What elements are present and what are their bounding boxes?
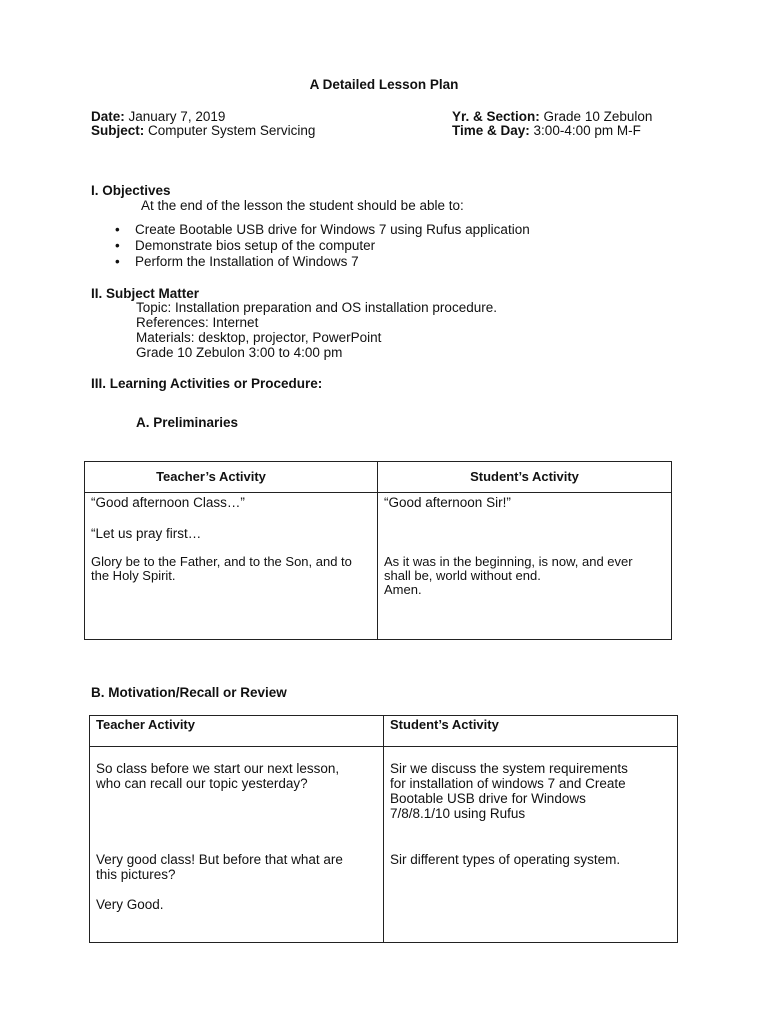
teacher-activity-cell [90, 747, 384, 943]
cell-line: “Good afternoon Class…” [91, 495, 245, 510]
motivation-table [89, 715, 678, 943]
cell-line: the Holy Spirit. [91, 568, 176, 583]
subject-value: Computer System Servicing [148, 123, 316, 138]
cell-line: shall be, world without end. [384, 568, 541, 583]
subject-matter-line: Topic: Installation preparation and OS installation procedure. [136, 300, 497, 315]
cell-line: Glory be to the Father, and to the Son, and to [91, 554, 352, 569]
cell-line: Very Good. [96, 897, 164, 912]
cell-line: Sir different types of operating system. [390, 852, 621, 867]
cell-line: “Good afternoon Sir!” [384, 495, 511, 510]
student-activity-cell [384, 747, 678, 943]
cell-line: who can recall our topic yesterday? [96, 776, 308, 791]
objectives-list [115, 222, 530, 270]
objectives-heading: I. Objectives [91, 183, 171, 198]
subject-matter-line: Grade 10 Zebulon 3:00 to 4:00 pm [136, 345, 343, 360]
cell-line: Amen. [384, 582, 422, 597]
list-item: • Demonstrate bios setup of the computer [115, 238, 530, 254]
cell-line: for installation of windows 7 and Create [390, 776, 626, 791]
teacher-activity-header: Teacher’s Activity [85, 462, 378, 493]
student-activity-header: Student’s Activity [384, 716, 678, 747]
student-activity-cell [378, 493, 672, 640]
cell-line: 7/8/8.1/10 using Rufus [390, 806, 526, 821]
procedure-heading: III. Learning Activities or Procedure: [91, 376, 323, 391]
time-label: Time & Day: [452, 123, 530, 138]
cell-line: this pictures? [96, 867, 176, 882]
table-header-row [85, 462, 672, 493]
time-value: 3:00-4:00 pm M-F [533, 123, 641, 138]
document-title: A Detailed Lesson Plan [309, 77, 459, 92]
section-line [452, 109, 652, 124]
table-row [85, 493, 672, 640]
section-value: Grade 10 Zebulon [543, 109, 653, 124]
subject-label: Subject: [91, 123, 145, 138]
list-item: • Perform the Installation of Windows 7 [115, 254, 530, 270]
subject-line [91, 123, 315, 138]
cell-line: As it was in the beginning, is now, and ever [384, 554, 633, 569]
date-line [91, 109, 225, 124]
preliminaries-heading: A. Preliminaries [136, 415, 239, 430]
table-row [90, 747, 678, 943]
subject-matter-heading: II. Subject Matter [91, 286, 200, 301]
list-item: • Create Bootable USB drive for Windows 7 using Rufus application [115, 222, 530, 238]
subject-matter-line: References: Internet [136, 315, 259, 330]
time-line [452, 123, 641, 138]
preliminaries-table [84, 461, 672, 640]
subject-matter-lines [136, 300, 497, 360]
subject-matter-line: Materials: desktop, projector, PowerPoint [136, 330, 382, 345]
section-label: Yr. & Section: [452, 109, 540, 124]
teacher-activity-cell [85, 493, 378, 640]
motivation-heading: B. Motivation/Recall or Review [91, 685, 287, 700]
date-value: January 7, 2019 [128, 109, 226, 124]
cell-line: Bootable USB drive for Windows [390, 791, 586, 806]
table-header-row [90, 716, 678, 747]
teacher-activity-header: Teacher Activity [90, 716, 384, 747]
cell-line: Very good class! But before that what are [96, 852, 343, 867]
cell-line: “Let us pray first… [91, 526, 202, 541]
date-label: Date: [91, 109, 125, 124]
objectives-intro: At the end of the lesson the student should be able to: [141, 198, 464, 213]
student-activity-header: Student’s Activity [378, 462, 672, 493]
cell-line: Sir we discuss the system requirements [390, 761, 628, 776]
cell-line: So class before we start our next lesson, [96, 761, 340, 776]
